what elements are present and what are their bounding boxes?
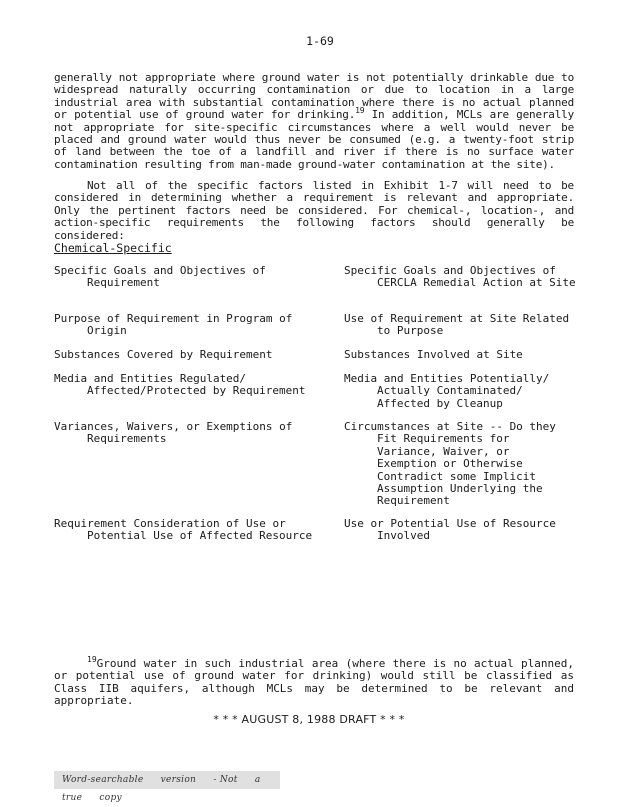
page-number: 1-69 [306,34,334,48]
site-factor: Use or Potential Use of Resource Involved [344,517,556,543]
requirement-factor: Substances Covered by Requirement [54,348,273,361]
watermark-word: - Not [213,775,238,785]
footnote [54,655,574,708]
site-factor: Circumstances at Site -- Do they Fit Requirements for Variance, Waiver, or Exemption or Otherwise Contradict some Implicit Assumption Underlying the Requirement [344,420,556,508]
watermark-word: copy [99,793,122,803]
site-factor: Use of Requirement at Site Related to Purpose [344,312,570,338]
requirement-factor: Purpose of Requirement in Program of Origin [54,312,293,338]
requirement-factor: Specific Goals and Objectives of Requirement [54,264,266,290]
watermark-word: true [62,793,83,803]
paragraph-1-text-a: generally not appropriate where ground water is not potentially drinkable due to widespread naturally occurring contamination or due to location in a large industrial area with substantial contamination where there is no actual planned or potential use of ground water for drinking. [54,71,574,122]
section-heading: Chemical-Specific [54,241,172,255]
site-factor: Specific Goals and Objectives of CERCLA Remedial Action at Site [344,264,576,290]
draft-line: * * * AUGUST 8, 1988 DRAFT * * * [213,713,405,726]
footnote-number: 19 [87,655,97,664]
footnote-reference: 19 [355,106,365,116]
site-factor: Substances Involved at Site [344,348,523,361]
requirement-factor: Media and Entities Regulated/ Affected/Protected by Requirement [54,372,306,398]
site-factor: Media and Entities Potentially/ Actually Contaminated/ Affected by Cleanup [344,372,550,410]
requirement-factor: Variances, Waivers, or Exemptions of Requirements [54,420,293,446]
body-paragraph-1 [54,72,574,171]
watermark-word: version [160,775,197,785]
watermark-banner [54,771,280,803]
body-paragraph-2: Not all of the specific factors listed in Exhibit 1-7 will need to be considered in determining whether a requirement is relevant and appropriate. Only the pertinent factors need be considered. For chemical-, location-, and action-specific requirements the following factors should generally be considered: [54,179,574,242]
watermark-word: a [254,775,261,785]
requirement-factor: Requirement Consideration of Use or Potential Use of Affected Resource [54,517,313,543]
footnote-text: Ground water in such industrial area (where there is no actual planned, or potential use of ground water for drinking) would still be classified as Class IIB aquifers, although MCLs may be determined to be relevant and appropriate. [54,657,574,708]
watermark-word: Word-searchable [62,775,144,785]
paragraph-1-text-b: In addition, MCLs are generally not appropriate for site-specific circumstances where a well would never be placed and ground water would thus never be consumed (e.g. a twenty-foot strip of land between the toe of a landfill and river if there is no surface water contamination resulting from man-made ground-water contamination at the site). [54,108,574,171]
